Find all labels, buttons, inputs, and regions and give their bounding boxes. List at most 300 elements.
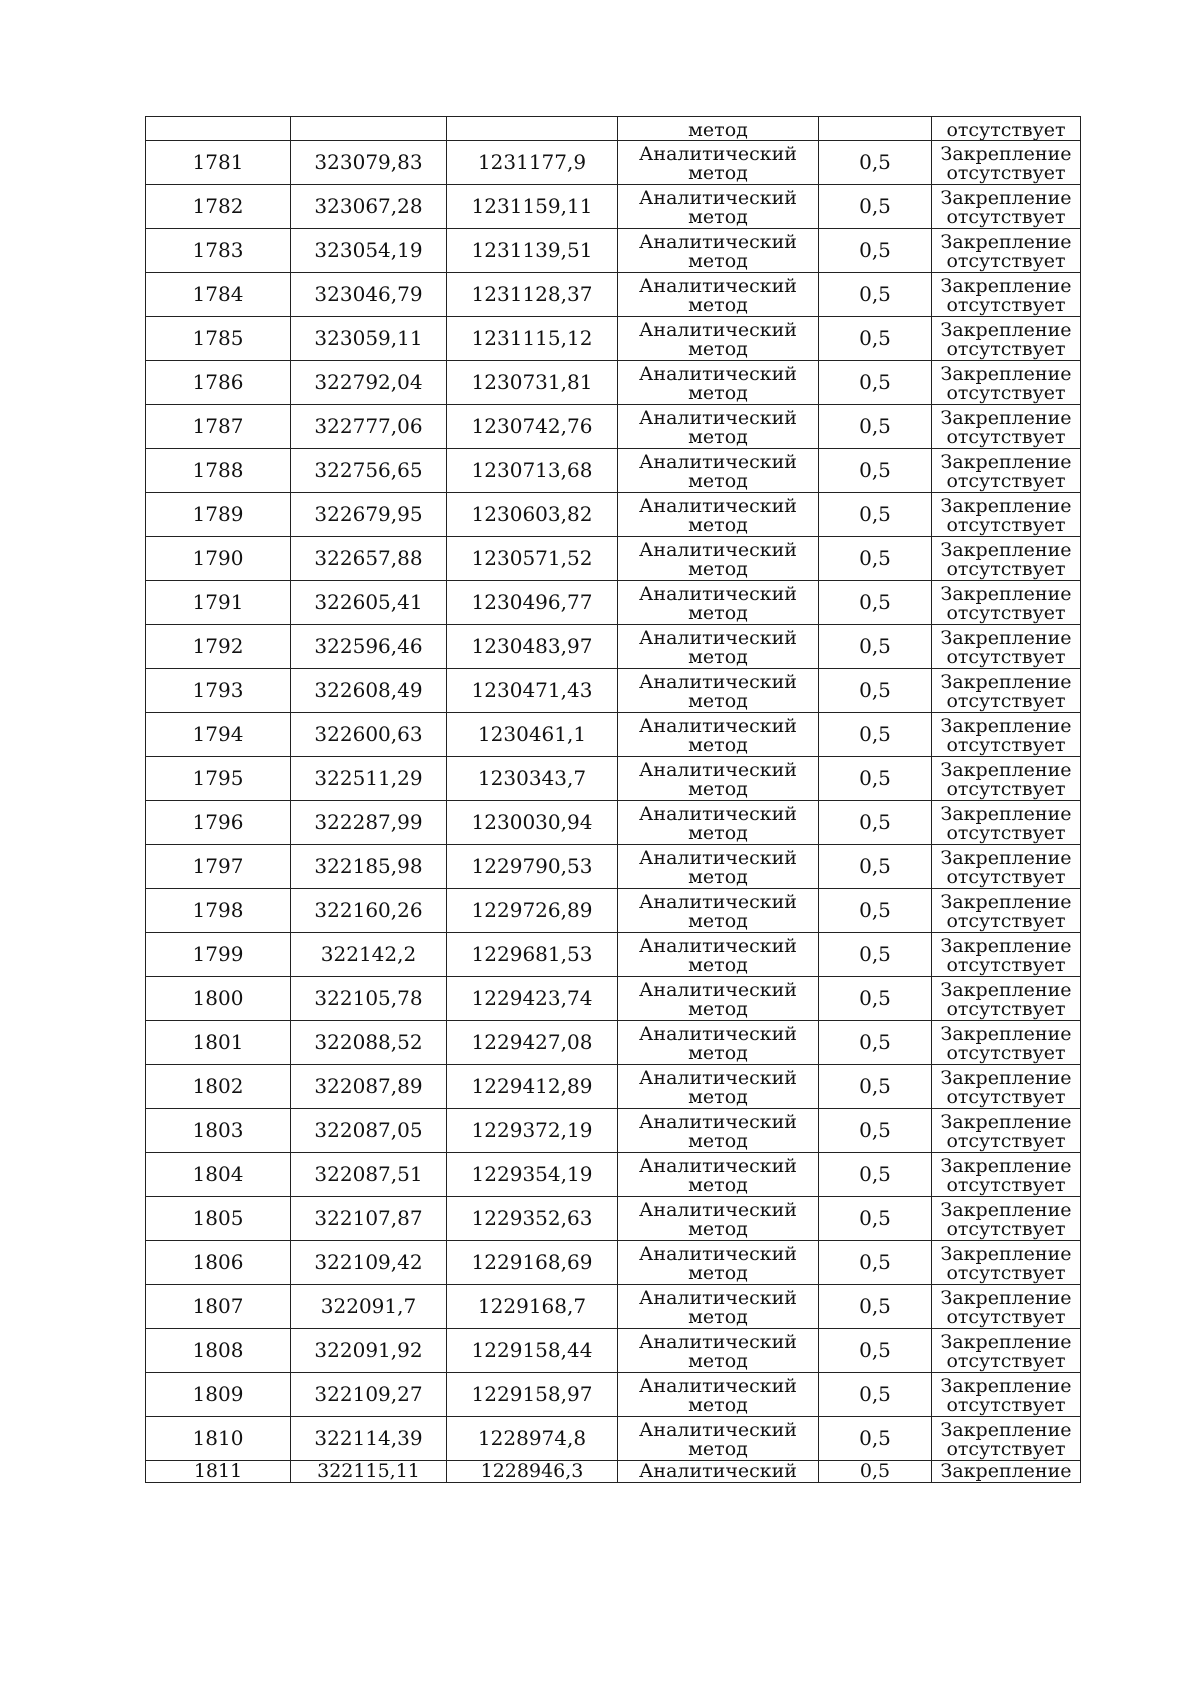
accuracy-cell: 0,5 [819, 757, 932, 801]
table-row [146, 1197, 1081, 1241]
point-number-cell: 1806 [146, 1241, 291, 1285]
y-coordinate-cell: 1230343,7 [447, 757, 618, 801]
fixing-cell-line-1: Закрепление [940, 758, 1072, 781]
point-number-cell: 1794 [146, 713, 291, 757]
point-number-cell: 1785 [146, 317, 291, 361]
method-cell-line-2: метод [688, 1129, 748, 1152]
point-number-cell: 1781 [146, 141, 291, 185]
x-coordinate-cell: 323079,83 [291, 141, 447, 185]
table-row [146, 1153, 1081, 1197]
fixing-cell-line-1: Закрепление [940, 582, 1072, 605]
table-row [146, 185, 1081, 229]
accuracy-cell [819, 117, 932, 141]
table-row [146, 141, 1081, 185]
table-row [146, 229, 1081, 273]
point-number-cell: 1793 [146, 669, 291, 713]
fixing-cell-line-1: Закрепление [940, 1286, 1072, 1309]
fixing-cell-line-1: Закрепление [940, 406, 1072, 429]
fixing-cell [932, 229, 1081, 273]
table-row [146, 1021, 1081, 1065]
accuracy-cell: 0,5 [819, 933, 932, 977]
coordinates-table [145, 116, 1081, 1483]
accuracy-cell: 0,5 [819, 317, 932, 361]
fixing-cell-line-2: отсутствует [946, 821, 1066, 844]
fixing-cell [932, 1241, 1081, 1285]
y-coordinate-cell: 1229790,53 [447, 845, 618, 889]
point-number-cell: 1805 [146, 1197, 291, 1241]
accuracy-cell: 0,5 [819, 1241, 932, 1285]
fixing-cell-line-1: Закрепление [940, 494, 1072, 517]
table-row [146, 1417, 1081, 1461]
method-cell [618, 1241, 819, 1285]
method-cell-line-1: Аналитический [639, 1198, 797, 1221]
method-cell-line-2: метод [688, 645, 748, 668]
method-cell-line-1: Аналитический [639, 626, 797, 649]
point-number-cell: 1782 [146, 185, 291, 229]
method-cell-line-2: метод [688, 821, 748, 844]
table-row [146, 361, 1081, 405]
method-cell [618, 405, 819, 449]
y-coordinate-cell: 1229158,44 [447, 1329, 618, 1373]
fixing-cell-line-1: Закрепление [940, 714, 1072, 737]
accuracy-cell: 0,5 [819, 889, 932, 933]
table-row [146, 977, 1081, 1021]
fixing-cell-line-2: отсутствует [946, 337, 1066, 360]
table-row [146, 757, 1081, 801]
accuracy-cell: 0,5 [819, 229, 932, 273]
method-cell [618, 273, 819, 317]
table-row [146, 317, 1081, 361]
x-coordinate-cell: 322287,99 [291, 801, 447, 845]
method-cell-line-2: метод [688, 909, 748, 932]
fixing-cell [932, 625, 1081, 669]
y-coordinate-cell: 1231139,51 [447, 229, 618, 273]
method-cell-line-2: метод [688, 1393, 748, 1416]
fixing-cell [932, 977, 1081, 1021]
method-cell-line-2: метод [688, 733, 748, 756]
accuracy-cell: 0,5 [819, 1109, 932, 1153]
y-coordinate-cell: 1231159,11 [447, 185, 618, 229]
fixing-cell [932, 1285, 1081, 1329]
x-coordinate-cell: 322105,78 [291, 977, 447, 1021]
fixing-cell [932, 581, 1081, 625]
fixing-cell-line-2: отсутствует [946, 1085, 1066, 1108]
fixing-cell-line-2: отсутствует [946, 1437, 1066, 1460]
method-cell-line-1: Аналитический [639, 670, 797, 693]
y-coordinate-cell: 1231128,37 [447, 273, 618, 317]
x-coordinate-cell: 322142,2 [291, 933, 447, 977]
point-number-cell: 1796 [146, 801, 291, 845]
point-number-cell: 1809 [146, 1373, 291, 1417]
method-cell-line-1: Аналитический [639, 1022, 797, 1045]
method-cell [618, 713, 819, 757]
table-row [146, 1065, 1081, 1109]
fixing-cell-line-2: отсутствует [946, 1129, 1066, 1152]
accuracy-cell: 0,5 [819, 141, 932, 185]
method-cell-line-2: метод [688, 293, 748, 316]
fixing-cell-line-2: отсутствует [946, 1305, 1066, 1328]
fixing-cell-line-2: отсутствует [946, 249, 1066, 272]
method-cell-line-1: Аналитический [639, 1286, 797, 1309]
fixing-cell-line-2: отсутствует [946, 1173, 1066, 1196]
x-coordinate-cell: 322109,42 [291, 1241, 447, 1285]
fixing-cell-line-1: Закрепление [940, 626, 1072, 649]
y-coordinate-cell: 1230571,52 [447, 537, 618, 581]
point-number-cell: 1811 [146, 1461, 291, 1483]
fixing-cell-line-1: Закрепление [940, 274, 1072, 297]
fixing-cell-line-1: Закрепление [940, 1110, 1072, 1133]
point-number-cell: 1783 [146, 229, 291, 273]
method-cell-line-1: Аналитический [639, 494, 797, 517]
fixing-cell [932, 449, 1081, 493]
method-cell [618, 229, 819, 273]
fixing-cell: отсутствует [932, 117, 1081, 141]
table-row [146, 493, 1081, 537]
accuracy-cell: 0,5 [819, 1329, 932, 1373]
table-row [146, 625, 1081, 669]
point-number-cell: 1787 [146, 405, 291, 449]
method-cell-line-1: Аналитический [639, 934, 797, 957]
fixing-cell-line-2: отсутствует [946, 1217, 1066, 1240]
method-cell [618, 669, 819, 713]
y-coordinate-cell: 1229423,74 [447, 977, 618, 1021]
fixing-cell-line-2: отсутствует [946, 997, 1066, 1020]
fixing-cell [932, 537, 1081, 581]
x-coordinate-cell: 323046,79 [291, 273, 447, 317]
method-cell-line-2: метод [688, 689, 748, 712]
fixing-cell [932, 141, 1081, 185]
y-coordinate-cell: 1228946,3 [447, 1461, 618, 1483]
method-cell-line-1: Аналитический [639, 362, 797, 385]
method-cell: метод [618, 117, 819, 141]
fixing-cell-line-2: отсутствует [946, 601, 1066, 624]
point-number-cell: 1795 [146, 757, 291, 801]
method-cell [618, 361, 819, 405]
table-row [146, 1241, 1081, 1285]
accuracy-cell: 0,5 [819, 845, 932, 889]
x-coordinate-cell: 322087,05 [291, 1109, 447, 1153]
method-cell-line-1: Аналитический [639, 846, 797, 869]
method-cell-line-1: Аналитический [639, 1330, 797, 1353]
fixing-cell-line-2: отсутствует [946, 733, 1066, 756]
x-coordinate-cell: 322756,65 [291, 449, 447, 493]
fixing-cell-line-1: Закрепление [940, 230, 1072, 253]
method-cell [618, 889, 819, 933]
accuracy-cell: 0,5 [819, 273, 932, 317]
y-coordinate-cell: 1229681,53 [447, 933, 618, 977]
fixing-cell [932, 317, 1081, 361]
point-number-cell: 1802 [146, 1065, 291, 1109]
coordinates-table-body [146, 117, 1081, 1483]
y-coordinate-cell: 1229158,97 [447, 1373, 618, 1417]
fixing-cell-line-2: отсутствует [946, 777, 1066, 800]
fixing-cell [932, 1021, 1081, 1065]
table-row [146, 669, 1081, 713]
method-cell-line-1: Аналитический [639, 1242, 797, 1265]
point-number-cell: 1784 [146, 273, 291, 317]
y-coordinate-cell: 1230496,77 [447, 581, 618, 625]
point-number-cell: 1792 [146, 625, 291, 669]
y-coordinate-cell: 1230603,82 [447, 493, 618, 537]
x-coordinate-cell: 322091,92 [291, 1329, 447, 1373]
fixing-cell-line-1: Закрепление [940, 978, 1072, 1001]
fixing-cell-line-1: Закрепление [940, 1330, 1072, 1353]
table-row [146, 449, 1081, 493]
y-coordinate-cell: 1230483,97 [447, 625, 618, 669]
table-row [146, 889, 1081, 933]
method-cell [618, 1065, 819, 1109]
fixing-cell-line-2: отсутствует [946, 689, 1066, 712]
y-coordinate-cell: 1228974,8 [447, 1417, 618, 1461]
point-number-cell: 1804 [146, 1153, 291, 1197]
x-coordinate-cell: 322511,29 [291, 757, 447, 801]
method-cell-line-2: метод [688, 1261, 748, 1284]
fixing-cell-line-1: Закрепление [940, 1198, 1072, 1221]
y-coordinate-cell: 1230742,76 [447, 405, 618, 449]
fixing-cell [932, 1153, 1081, 1197]
table-row [146, 845, 1081, 889]
table-row [146, 1109, 1081, 1153]
method-cell: Аналитический [618, 1461, 819, 1483]
accuracy-cell: 0,5 [819, 1461, 932, 1483]
x-coordinate-cell: 322087,51 [291, 1153, 447, 1197]
method-cell-line-2: метод [688, 865, 748, 888]
fixing-cell-line-2: отсутствует [946, 865, 1066, 888]
x-coordinate-cell: 322600,63 [291, 713, 447, 757]
accuracy-cell: 0,5 [819, 1197, 932, 1241]
fixing-cell [932, 669, 1081, 713]
table-row [146, 273, 1081, 317]
method-cell-line-1: Аналитический [639, 802, 797, 825]
y-coordinate-cell: 1231115,12 [447, 317, 618, 361]
fixing-cell [932, 493, 1081, 537]
y-coordinate-cell: 1230471,43 [447, 669, 618, 713]
point-number-cell: 1797 [146, 845, 291, 889]
point-number-cell: 1801 [146, 1021, 291, 1065]
fixing-cell-line-1: Закрепление [940, 1154, 1072, 1177]
point-number-cell: 1798 [146, 889, 291, 933]
table-row [146, 1329, 1081, 1373]
fixing-cell: Закрепление [932, 1461, 1081, 1483]
y-coordinate-cell: 1229352,63 [447, 1197, 618, 1241]
method-cell-line-1: Аналитический [639, 318, 797, 341]
method-cell-line-1: Аналитический [639, 450, 797, 473]
method-cell [618, 845, 819, 889]
fixing-cell [932, 757, 1081, 801]
method-cell-line-2: метод [688, 1349, 748, 1372]
accuracy-cell: 0,5 [819, 537, 932, 581]
fixing-cell-line-2: отсутствует [946, 381, 1066, 404]
accuracy-cell: 0,5 [819, 185, 932, 229]
accuracy-cell: 0,5 [819, 1065, 932, 1109]
method-cell [618, 1109, 819, 1153]
x-coordinate-cell: 322596,46 [291, 625, 447, 669]
method-cell-line-2: метод [688, 337, 748, 360]
method-cell [618, 537, 819, 581]
method-cell-line-2: метод [688, 1173, 748, 1196]
method-cell [618, 1197, 819, 1241]
method-cell-line-1: Аналитический [639, 714, 797, 737]
method-cell-line-1: Аналитический [639, 582, 797, 605]
fixing-cell-line-1: Закрепление [940, 538, 1072, 561]
fixing-cell [932, 1373, 1081, 1417]
method-cell-line-2: метод [688, 777, 748, 800]
fixing-cell-line-1: Закрепление [940, 450, 1072, 473]
x-coordinate-cell: 322091,7 [291, 1285, 447, 1329]
method-cell [618, 757, 819, 801]
fixing-cell-line-1: Закрепление [940, 670, 1072, 693]
fixing-cell-line-1: Закрепление [940, 1066, 1072, 1089]
fixing-cell [932, 889, 1081, 933]
method-cell [618, 1021, 819, 1065]
method-cell-line-1: Аналитический [639, 1374, 797, 1397]
method-cell-line-1: Аналитический [639, 978, 797, 1001]
method-cell-line-2: метод [688, 1217, 748, 1240]
fixing-cell-line-1: Закрепление [940, 142, 1072, 165]
fixing-cell-line-1: Закрепление [940, 846, 1072, 869]
point-number-cell [146, 117, 291, 141]
y-coordinate-cell: 1229168,69 [447, 1241, 618, 1285]
accuracy-cell: 0,5 [819, 1373, 932, 1417]
method-cell [618, 449, 819, 493]
method-cell [618, 933, 819, 977]
method-cell [618, 1417, 819, 1461]
fixing-cell [932, 361, 1081, 405]
x-coordinate-cell: 322087,89 [291, 1065, 447, 1109]
method-cell-line-1: Аналитический [639, 230, 797, 253]
method-cell-line-2: метод [688, 205, 748, 228]
method-cell-line-2: метод [688, 1305, 748, 1328]
method-cell-line-2: метод [688, 1437, 748, 1460]
table-row [146, 1285, 1081, 1329]
fixing-cell-line-2: отсутствует [946, 469, 1066, 492]
method-cell-line-2: метод [688, 1085, 748, 1108]
x-coordinate-cell: 322088,52 [291, 1021, 447, 1065]
y-coordinate-cell: 1229412,89 [447, 1065, 618, 1109]
fixing-cell [932, 405, 1081, 449]
method-cell [618, 801, 819, 845]
accuracy-cell: 0,5 [819, 1285, 932, 1329]
table-row [146, 405, 1081, 449]
method-cell-line-1: Аналитический [639, 1066, 797, 1089]
method-cell-line-1: Аналитический [639, 142, 797, 165]
y-coordinate-cell: 1229168,7 [447, 1285, 618, 1329]
x-coordinate-cell: 322605,41 [291, 581, 447, 625]
method-cell-line-1: Аналитический [639, 1154, 797, 1177]
point-number-cell: 1791 [146, 581, 291, 625]
method-cell [618, 1373, 819, 1417]
table-row-cut [146, 1461, 1081, 1483]
fixing-cell-line-2: отсутствует [946, 909, 1066, 932]
x-coordinate-cell: 322608,49 [291, 669, 447, 713]
x-coordinate-cell: 322115,11 [291, 1461, 447, 1483]
point-number-cell: 1788 [146, 449, 291, 493]
y-coordinate-cell: 1231177,9 [447, 141, 618, 185]
method-cell-line-2: метод [688, 1041, 748, 1064]
fixing-cell [932, 1417, 1081, 1461]
fixing-cell-line-1: Закрепление [940, 934, 1072, 957]
method-cell [618, 185, 819, 229]
method-cell-line-2: метод [688, 601, 748, 624]
fixing-cell-line-1: Закрепление [940, 1022, 1072, 1045]
fixing-cell [932, 801, 1081, 845]
fixing-cell [932, 1065, 1081, 1109]
method-cell-line-1: Аналитический [639, 538, 797, 561]
y-coordinate-cell: 1229372,19 [447, 1109, 618, 1153]
y-coordinate-cell [447, 117, 618, 141]
fixing-cell [932, 845, 1081, 889]
fixing-cell-line-1: Закрепление [940, 1242, 1072, 1265]
method-cell-line-1: Аналитический [639, 758, 797, 781]
method-cell-line-2: метод [688, 513, 748, 536]
fixing-cell-line-1: Закрепление [940, 318, 1072, 341]
fixing-cell-line-2: отсутствует [946, 293, 1066, 316]
x-coordinate-cell: 322679,95 [291, 493, 447, 537]
x-coordinate-cell: 322114,39 [291, 1417, 447, 1461]
method-cell-line-2: метод [688, 953, 748, 976]
fixing-cell-line-2: отсутствует [946, 205, 1066, 228]
accuracy-cell: 0,5 [819, 1417, 932, 1461]
fixing-cell [932, 1197, 1081, 1241]
accuracy-cell: 0,5 [819, 1021, 932, 1065]
accuracy-cell: 0,5 [819, 669, 932, 713]
x-coordinate-cell: 323059,11 [291, 317, 447, 361]
point-number-cell: 1810 [146, 1417, 291, 1461]
table-row [146, 1373, 1081, 1417]
accuracy-cell: 0,5 [819, 1153, 932, 1197]
y-coordinate-cell: 1229354,19 [447, 1153, 618, 1197]
fixing-cell-line-1: Закрепление [940, 1418, 1072, 1441]
method-cell [618, 581, 819, 625]
point-number-cell: 1800 [146, 977, 291, 1021]
method-cell-line-2: метод [688, 997, 748, 1020]
point-number-cell: 1808 [146, 1329, 291, 1373]
fixing-cell-line-2: отсутствует [946, 1393, 1066, 1416]
fixing-cell-line-1: Закрепление [940, 362, 1072, 385]
accuracy-cell: 0,5 [819, 361, 932, 405]
y-coordinate-cell: 1230713,68 [447, 449, 618, 493]
fixing-cell-line-2: отсутствует [946, 1261, 1066, 1284]
table-row [146, 581, 1081, 625]
fixing-cell-line-1: Закрепление [940, 802, 1072, 825]
x-coordinate-cell: 322792,04 [291, 361, 447, 405]
fixing-cell-line-2: отсутствует [946, 513, 1066, 536]
accuracy-cell: 0,5 [819, 405, 932, 449]
accuracy-cell: 0,5 [819, 625, 932, 669]
fixing-cell-line-2: отсутствует [946, 161, 1066, 184]
y-coordinate-cell: 1229427,08 [447, 1021, 618, 1065]
accuracy-cell: 0,5 [819, 581, 932, 625]
x-coordinate-cell: 322657,88 [291, 537, 447, 581]
method-cell [618, 141, 819, 185]
fixing-cell-line-1: Закрепление [940, 186, 1072, 209]
fixing-cell-line-2: отсутствует [946, 557, 1066, 580]
method-cell-line-1: Аналитический [639, 274, 797, 297]
method-cell-line-1: Аналитический [639, 890, 797, 913]
y-coordinate-cell: 1230030,94 [447, 801, 618, 845]
fixing-cell-line-2: отсутствует [946, 953, 1066, 976]
x-coordinate-cell: 322107,87 [291, 1197, 447, 1241]
fixing-cell [932, 933, 1081, 977]
y-coordinate-cell: 1229726,89 [447, 889, 618, 933]
accuracy-cell: 0,5 [819, 977, 932, 1021]
fixing-cell-line-2: отсутствует [946, 1041, 1066, 1064]
x-coordinate-cell: 323067,28 [291, 185, 447, 229]
method-cell-line-2: метод [688, 469, 748, 492]
method-cell-line-2: метод [688, 381, 748, 404]
table-row [146, 537, 1081, 581]
method-cell-line-1: Аналитический [639, 1110, 797, 1133]
